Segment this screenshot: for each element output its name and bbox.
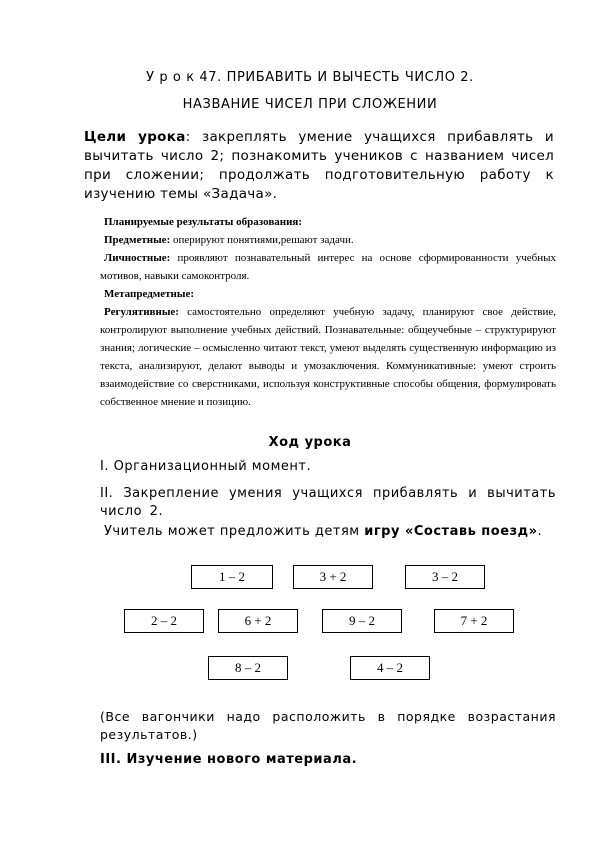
wagon-card: 8 – 2 bbox=[208, 656, 288, 680]
subject-label: Предметные: bbox=[104, 234, 171, 246]
lesson-title-line1: У р о к 47. ПРИБАВИТЬ И ВЫЧЕСТЬ ЧИСЛО 2. bbox=[146, 70, 474, 85]
personal-text: проявляют познавательный интерес на основе сформированности учебных мотивов, навыки самоконтроля. bbox=[100, 252, 556, 282]
personal-results bbox=[100, 249, 556, 285]
lesson-aims bbox=[84, 128, 554, 204]
regulatory-results bbox=[100, 303, 556, 411]
subject-text: оперируют понятиями,решают задачи. bbox=[170, 234, 354, 246]
wagon-card: 4 – 2 bbox=[350, 656, 430, 680]
wagon-card: 7 + 2 bbox=[434, 609, 514, 633]
wagon-card: 3 + 2 bbox=[293, 565, 373, 589]
course-heading: Ход урока bbox=[268, 435, 352, 450]
regulatory-text: самостоятельно определяют учебную задачу, планируют свое действие, контролируют выполнение учебных действий. Познавательные: общеучебные – структурируют знания; логические – осмысленно читают текст, умеют выделять существенную информацию из текста, анализируют, делают выводы и умозаключения. Коммуникативные: умеют строить взаимодействие со сверстниками, используя конструктивные способы общения, формулировать собственное мнение и позицию. bbox=[100, 306, 556, 408]
stage-3: III. Изучение нового материала. bbox=[100, 752, 358, 767]
regulatory-label: Регулятивные: bbox=[104, 306, 179, 318]
wagon-card: 1 – 2 bbox=[191, 565, 273, 589]
subject-results bbox=[100, 231, 556, 249]
planned-results bbox=[100, 213, 556, 411]
wagon-card: 3 – 2 bbox=[405, 565, 485, 589]
game-intro-text: Учитель может предложить детям bbox=[104, 524, 365, 539]
wagon-card: 6 + 2 bbox=[218, 609, 298, 633]
aims-label: Цели урока bbox=[84, 129, 186, 145]
stage-2: II. Закрепление умения учащихся прибавлять и вычитать число 2. bbox=[100, 486, 556, 519]
wagon-card: 2 – 2 bbox=[124, 609, 204, 633]
wagon-card: 9 – 2 bbox=[322, 609, 402, 633]
results-heading: Планируемые результаты образования: bbox=[104, 216, 303, 228]
ordering-note: (Все вагончики надо расположить в порядке возрастания результатов.) bbox=[100, 709, 556, 742]
stage-1: I. Организационный момент. bbox=[100, 459, 312, 474]
lesson-title-line2: НАЗВАНИЕ ЧИСЕЛ ПРИ СЛОЖЕНИИ bbox=[182, 97, 438, 112]
meta-label: Метапредметные: bbox=[104, 288, 195, 300]
personal-label: Личностные: bbox=[104, 252, 171, 264]
game-intro bbox=[104, 524, 564, 539]
game-name: игру «Составь поезд» bbox=[364, 524, 538, 539]
aims-text: : закреплять умение учащихся прибавлять и вычитать число 2; познакомить учеников с названием чисел при сложении; продолжать подготовительную работу к изучению темы «Задача». bbox=[84, 129, 554, 202]
game-intro-end: . bbox=[537, 524, 543, 539]
